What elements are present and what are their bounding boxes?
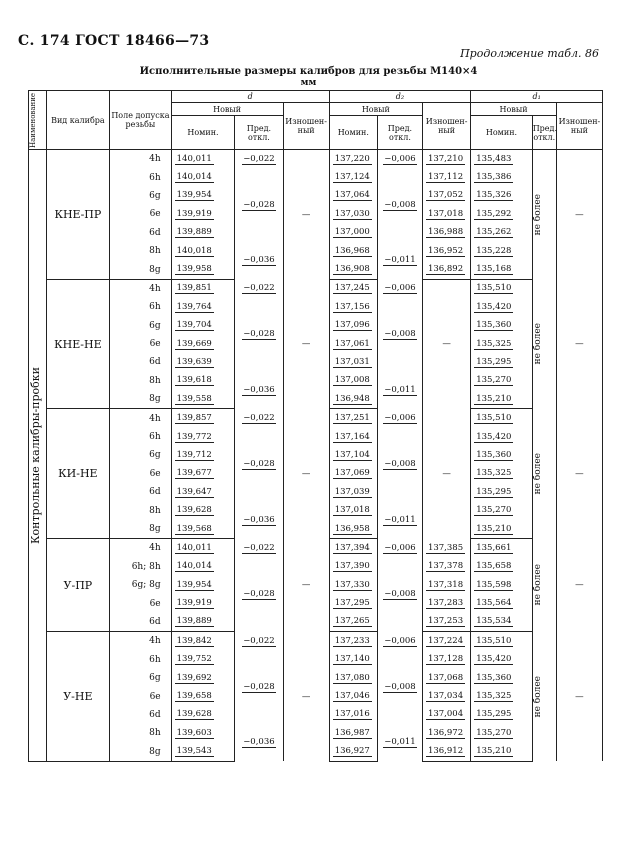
- d2-deviation: −0,006: [377, 150, 422, 169]
- d2-deviation: −0,008: [377, 428, 422, 502]
- d2-worn: 137,018: [422, 205, 470, 223]
- d2-nominal: 136,908: [329, 260, 377, 279]
- d-nominal: 140,011: [171, 150, 235, 169]
- d2-worn: 137,283: [422, 594, 470, 612]
- d-nominal: 139,842: [171, 632, 235, 651]
- d2-worn: 137,210: [422, 150, 470, 169]
- tolerance-field: 4h: [110, 409, 171, 428]
- d1-worn: —: [556, 279, 602, 409]
- d1-nominal: 135,295: [471, 353, 532, 371]
- d2-nominal: 137,016: [329, 706, 377, 724]
- header-d2: d₂: [329, 91, 471, 103]
- d2-nominal: 136,948: [329, 390, 377, 409]
- d-nominal: 139,958: [171, 260, 235, 279]
- tolerance-field: 6e: [110, 205, 171, 223]
- d2-worn: 137,068: [422, 669, 470, 687]
- header-d2-new: Новый: [329, 103, 422, 116]
- d1-nominal: 135,262: [471, 224, 532, 242]
- d2-worn: 137,385: [422, 539, 470, 558]
- d-nominal: 140,014: [171, 168, 235, 186]
- d2-nominal: 137,156: [329, 298, 377, 316]
- d1-nominal: 135,228: [471, 242, 532, 260]
- d1-nominal: 135,270: [471, 501, 532, 519]
- d1-nominal: 135,598: [471, 576, 532, 594]
- d1-nominal: 135,292: [471, 205, 532, 223]
- d2-nominal: 137,080: [329, 669, 377, 687]
- d-nominal: 139,752: [171, 651, 235, 669]
- d1-nominal: 135,510: [471, 632, 532, 651]
- d2-nominal: 137,233: [329, 632, 377, 651]
- d2-nominal: 136,927: [329, 743, 377, 762]
- d1-worn: —: [556, 632, 602, 762]
- d1-deviation-ne-bolee: не более: [532, 539, 556, 632]
- tolerance-field: 6e: [110, 594, 171, 612]
- d2-nominal: 137,330: [329, 576, 377, 594]
- tolerance-field: 6h: [110, 298, 171, 316]
- d2-nominal: 136,968: [329, 242, 377, 260]
- d1-nominal: 135,325: [471, 335, 532, 353]
- d1-nominal: 135,270: [471, 372, 532, 390]
- d-nominal: 139,543: [171, 743, 235, 762]
- d2-nominal: 136,987: [329, 724, 377, 742]
- d-worn: —: [283, 409, 329, 539]
- gauge-name: КНЕ-ПР: [46, 150, 110, 280]
- gauge-name: КИ-НЕ: [46, 409, 110, 539]
- d1-nominal: 135,386: [471, 168, 532, 186]
- header-d2-dev: Пред. откл.: [377, 116, 422, 150]
- d2-nominal: 137,164: [329, 428, 377, 446]
- header-d1: d₁: [471, 91, 603, 103]
- d2-deviation: −0,011: [377, 242, 422, 279]
- d2-nominal: 137,069: [329, 465, 377, 483]
- d2-nominal: 137,031: [329, 353, 377, 371]
- header-d2-worn: Изношен-ный: [422, 103, 470, 150]
- d2-deviation: −0,008: [377, 168, 422, 242]
- d2-deviation: −0,008: [377, 651, 422, 725]
- d2-nominal: 137,124: [329, 168, 377, 186]
- d1-nominal: 135,210: [471, 390, 532, 409]
- d-nominal: 139,889: [171, 613, 235, 632]
- tolerance-field: 6h: [110, 428, 171, 446]
- d-nominal: 139,639: [171, 353, 235, 371]
- d1-nominal: 135,510: [471, 279, 532, 298]
- d2-nominal: 137,140: [329, 651, 377, 669]
- d-nominal: 139,704: [171, 317, 235, 335]
- tolerance-field: 4h: [110, 539, 171, 558]
- d-deviation: −0,036: [235, 242, 283, 279]
- d1-nominal: 135,534: [471, 613, 532, 632]
- d2-deviation: −0,008: [377, 558, 422, 632]
- d2-worn: 136,988: [422, 224, 470, 242]
- d-worn: —: [283, 539, 329, 632]
- d-nominal: 139,954: [171, 187, 235, 205]
- tolerance-field: 8g: [110, 260, 171, 279]
- d2-nominal: 137,008: [329, 372, 377, 390]
- d-nominal: 140,018: [171, 242, 235, 260]
- d2-nominal: 137,295: [329, 594, 377, 612]
- tolerance-field: 8g: [110, 743, 171, 762]
- d-nominal: 139,857: [171, 409, 235, 428]
- tolerance-field: 8h: [110, 501, 171, 519]
- d-nominal: 139,647: [171, 483, 235, 501]
- d-nominal: 139,628: [171, 706, 235, 724]
- d-nominal: 139,954: [171, 576, 235, 594]
- d2-deviation: −0,006: [377, 409, 422, 428]
- d-deviation: −0,036: [235, 724, 283, 761]
- tolerance-field: 8g: [110, 520, 171, 539]
- d-deviation: −0,028: [235, 298, 283, 372]
- d-nominal: 139,772: [171, 428, 235, 446]
- tolerance-field: 6h; 8h: [110, 558, 171, 576]
- header-d-dev: Пред. откл.: [235, 116, 283, 150]
- tolerance-field: 6e: [110, 687, 171, 705]
- tolerance-field: 8h: [110, 372, 171, 390]
- d2-worn: 136,952: [422, 242, 470, 260]
- d1-nominal: 135,325: [471, 465, 532, 483]
- tolerance-field: 6d: [110, 224, 171, 242]
- d2-worn: —: [422, 279, 470, 409]
- d2-worn: 136,892: [422, 260, 470, 279]
- d2-deviation: −0,008: [377, 298, 422, 372]
- d1-nominal: 135,420: [471, 298, 532, 316]
- d2-worn: 137,034: [422, 687, 470, 705]
- d2-worn: 137,004: [422, 706, 470, 724]
- d1-nominal: 135,210: [471, 520, 532, 539]
- header-vid: Вид калибра: [46, 91, 110, 150]
- d1-nominal: 135,360: [471, 446, 532, 464]
- d-deviation: −0,022: [235, 409, 283, 428]
- d2-nominal: 136,958: [329, 520, 377, 539]
- header-d1-new: Новый: [471, 103, 557, 116]
- tolerance-field: 6d: [110, 483, 171, 501]
- d1-nominal: 135,210: [471, 743, 532, 762]
- d1-nominal: 135,661: [471, 539, 532, 558]
- header-naimenovanie: Наименование: [29, 91, 47, 150]
- tolerance-field: 4h: [110, 279, 171, 298]
- d2-deviation: −0,011: [377, 501, 422, 538]
- d1-worn: —: [556, 409, 602, 539]
- header-d-nom: Номин.: [171, 116, 235, 150]
- d-nominal: 139,628: [171, 501, 235, 519]
- d-deviation: −0,036: [235, 501, 283, 538]
- page-header-left: С. 174 ГОСТ 18466—73: [18, 33, 210, 49]
- d-deviation: −0,028: [235, 168, 283, 242]
- d2-worn: —: [422, 409, 470, 539]
- d2-nominal: 137,046: [329, 687, 377, 705]
- d1-nominal: 135,360: [471, 317, 532, 335]
- d-nominal: 139,919: [171, 594, 235, 612]
- d2-worn: 137,378: [422, 558, 470, 576]
- d2-worn: 137,112: [422, 168, 470, 186]
- d-nominal: 139,677: [171, 465, 235, 483]
- header-d-new: Новый: [171, 103, 283, 116]
- d2-deviation: −0,006: [377, 539, 422, 558]
- d1-nominal: 135,270: [471, 724, 532, 742]
- d2-nominal: 137,220: [329, 150, 377, 169]
- d-nominal: 140,014: [171, 558, 235, 576]
- d1-deviation-ne-bolee: не более: [532, 632, 556, 762]
- calibre-dimensions-table: [28, 90, 603, 762]
- tolerance-field: 6e: [110, 335, 171, 353]
- d1-deviation-ne-bolee: не более: [532, 150, 556, 280]
- d-deviation: −0,022: [235, 279, 283, 298]
- d2-worn: 137,128: [422, 651, 470, 669]
- tolerance-field: 6h: [110, 651, 171, 669]
- d2-worn: 137,318: [422, 576, 470, 594]
- gauge-name: КНЕ-НЕ: [46, 279, 110, 409]
- d2-deviation: −0,011: [377, 372, 422, 409]
- d1-nominal: 135,360: [471, 669, 532, 687]
- d2-nominal: 137,061: [329, 335, 377, 353]
- d-deviation: −0,036: [235, 372, 283, 409]
- header-d1-worn: Изношен-ный: [556, 103, 602, 150]
- d-nominal: 139,603: [171, 724, 235, 742]
- d-nominal: 139,851: [171, 279, 235, 298]
- header-d1-nom: Номин.: [471, 116, 532, 150]
- d-nominal: 139,919: [171, 205, 235, 223]
- d1-nominal: 135,326: [471, 187, 532, 205]
- tolerance-field: 6g: [110, 187, 171, 205]
- d-deviation: −0,022: [235, 539, 283, 558]
- d-nominal: 139,764: [171, 298, 235, 316]
- d-nominal: 139,692: [171, 669, 235, 687]
- d1-worn: —: [556, 539, 602, 632]
- d-worn: —: [283, 632, 329, 762]
- d2-nominal: 137,265: [329, 613, 377, 632]
- gauge-name: У-ПР: [46, 539, 110, 632]
- d-nominal: 139,669: [171, 335, 235, 353]
- tolerance-field: 8h: [110, 242, 171, 260]
- d2-nominal: 137,039: [329, 483, 377, 501]
- d1-deviation-ne-bolee: не более: [532, 279, 556, 409]
- d-deviation: −0,028: [235, 558, 283, 632]
- d2-deviation: −0,006: [377, 632, 422, 651]
- d-nominal: 140,011: [171, 539, 235, 558]
- d1-nominal: 135,510: [471, 409, 532, 428]
- d-nominal: 139,712: [171, 446, 235, 464]
- d2-deviation: −0,011: [377, 724, 422, 761]
- header-pole: Поле допуска резьбы: [110, 91, 171, 150]
- d1-nominal: 135,295: [471, 706, 532, 724]
- d1-nominal: 135,420: [471, 428, 532, 446]
- d2-nominal: 137,000: [329, 224, 377, 242]
- tolerance-field: 6d: [110, 613, 171, 632]
- d2-worn: 137,224: [422, 632, 470, 651]
- d-nominal: 139,618: [171, 372, 235, 390]
- d-nominal: 139,658: [171, 687, 235, 705]
- d1-nominal: 135,658: [471, 558, 532, 576]
- header-d2-nom: Номин.: [329, 116, 377, 150]
- tolerance-field: 6h: [110, 168, 171, 186]
- tolerance-field: 6g: [110, 317, 171, 335]
- d2-nominal: 137,104: [329, 446, 377, 464]
- d2-deviation: −0,006: [377, 279, 422, 298]
- d-deviation: −0,028: [235, 651, 283, 725]
- d-worn: —: [283, 150, 329, 280]
- d2-nominal: 137,096: [329, 317, 377, 335]
- d1-nominal: 135,564: [471, 594, 532, 612]
- d-worn: —: [283, 279, 329, 409]
- d1-nominal: 135,168: [471, 260, 532, 279]
- table-units: мм: [300, 78, 317, 88]
- gauge-name: У-НЕ: [46, 632, 110, 762]
- d-deviation: −0,028: [235, 428, 283, 502]
- d2-nominal: 137,018: [329, 501, 377, 519]
- d1-worn: —: [556, 150, 602, 280]
- tolerance-field: 6g; 8g: [110, 576, 171, 594]
- tolerance-field: 6g: [110, 669, 171, 687]
- header-d: d: [171, 91, 329, 103]
- d1-nominal: 135,295: [471, 483, 532, 501]
- d2-worn: 136,912: [422, 743, 470, 762]
- tolerance-field: 8h: [110, 724, 171, 742]
- d2-nominal: 137,390: [329, 558, 377, 576]
- d-nominal: 139,558: [171, 390, 235, 409]
- header-d1-dev: Пред. откл.: [532, 116, 556, 150]
- side-label: Контрольные калибры-пробки: [29, 150, 47, 762]
- d2-nominal: 137,251: [329, 409, 377, 428]
- d-deviation: −0,022: [235, 150, 283, 169]
- d2-worn: 136,972: [422, 724, 470, 742]
- d-nominal: 139,568: [171, 520, 235, 539]
- table-title: Исполнительные размеры калибров для резьбы М140×4: [139, 66, 478, 77]
- d1-nominal: 135,325: [471, 687, 532, 705]
- d1-nominal: 135,420: [471, 651, 532, 669]
- tolerance-field: 6e: [110, 465, 171, 483]
- d2-nominal: 137,030: [329, 205, 377, 223]
- header-d-worn: Изношен-ный: [283, 103, 329, 150]
- d2-worn: 137,253: [422, 613, 470, 632]
- d2-worn: 137,052: [422, 187, 470, 205]
- tolerance-field: 6d: [110, 706, 171, 724]
- tolerance-field: 8g: [110, 390, 171, 409]
- tolerance-field: 4h: [110, 150, 171, 169]
- d1-nominal: 135,483: [471, 150, 532, 169]
- d2-nominal: 137,064: [329, 187, 377, 205]
- d-deviation: −0,022: [235, 632, 283, 651]
- d2-nominal: 137,394: [329, 539, 377, 558]
- tolerance-field: 4h: [110, 632, 171, 651]
- tolerance-field: 6d: [110, 353, 171, 371]
- page-header-right: Продолжение табл. 86: [460, 47, 599, 60]
- d2-nominal: 137,245: [329, 279, 377, 298]
- d1-deviation-ne-bolee: не более: [532, 409, 556, 539]
- tolerance-field: 6g: [110, 446, 171, 464]
- d-nominal: 139,889: [171, 224, 235, 242]
